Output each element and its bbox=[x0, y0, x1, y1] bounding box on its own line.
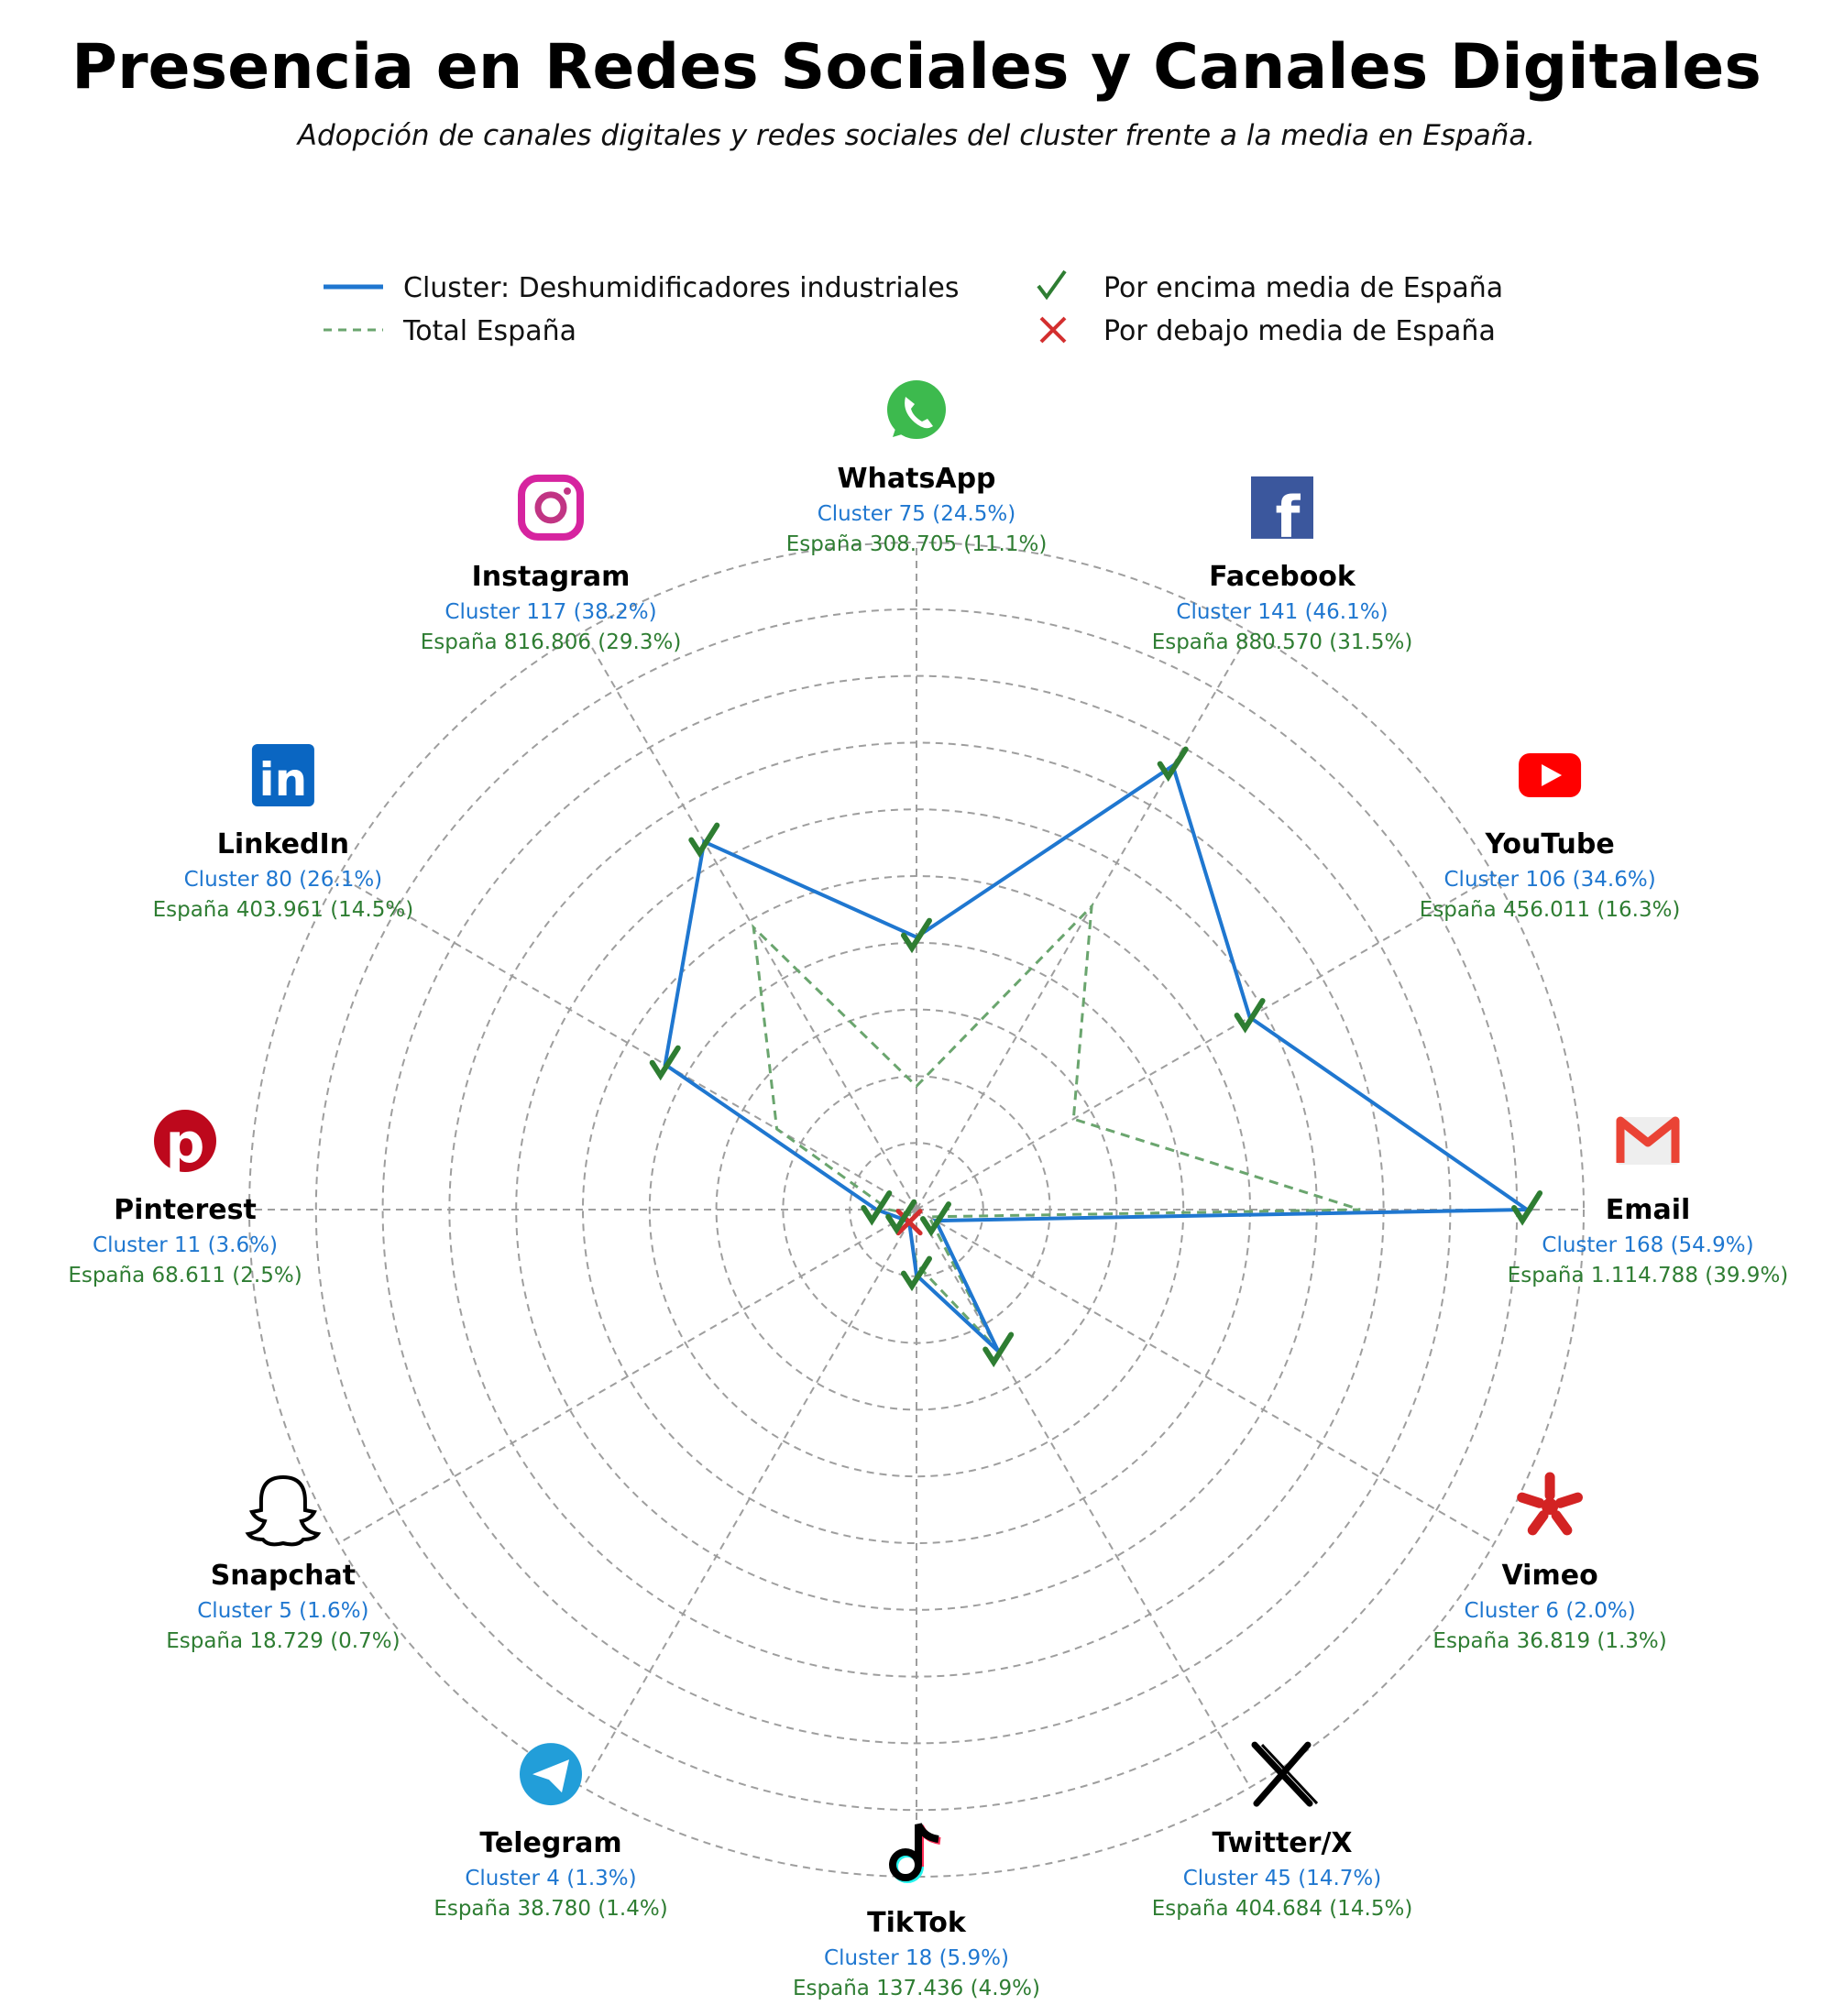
category-name: Snapchat bbox=[210, 1560, 357, 1592]
tiktok-icon-stem bbox=[918, 1824, 938, 1865]
snapchat-icon bbox=[248, 1477, 318, 1544]
vimeo-icon bbox=[1522, 1477, 1578, 1530]
legend bbox=[324, 271, 1503, 347]
category-spain-value: España 816.806 (29.3%) bbox=[420, 630, 682, 654]
pinterest-icon-glyph: p bbox=[165, 1112, 205, 1176]
category-cluster-value: Cluster 18 (5.9%) bbox=[824, 1946, 1009, 1970]
instagram-icon-lens bbox=[538, 495, 564, 520]
legend-above-label: Por encima media de España bbox=[1103, 272, 1504, 304]
legend-spain-label: Total España bbox=[403, 315, 577, 347]
category-cluster-value: Cluster 80 (26.1%) bbox=[183, 868, 383, 892]
category-spain-value: España 456.011 (16.3%) bbox=[1419, 898, 1681, 922]
category-label-group bbox=[1152, 1745, 1413, 1921]
facebook-icon-glyph: f bbox=[1275, 483, 1301, 551]
vimeo-icon-petal bbox=[1561, 1497, 1578, 1503]
chart-title: Presencia en Redes Sociales y Canales Digitales bbox=[71, 31, 1762, 104]
grid-spoke bbox=[339, 1210, 917, 1543]
category-label-group bbox=[1420, 753, 1681, 922]
grid-spoke bbox=[583, 1210, 916, 1788]
tiktok-icon bbox=[893, 1824, 940, 1879]
category-name: Facebook bbox=[1209, 560, 1356, 593]
category-spain-value: España 880.570 (31.5%) bbox=[1151, 630, 1413, 654]
legend-cross-icon bbox=[1041, 318, 1065, 342]
category-cluster-value: Cluster 75 (24.5%) bbox=[817, 502, 1016, 526]
instagram-icon-frame bbox=[521, 478, 580, 537]
category-label-group bbox=[793, 1824, 1040, 2000]
category-spain-value: España 1.114.788 (39.9%) bbox=[1507, 1264, 1789, 1287]
legend-cluster-label: Cluster: Deshumidificadores industriales bbox=[403, 272, 960, 304]
chart-subtitle: Adopción de canales digitales y redes sociales del cluster frente a la media en España. bbox=[297, 119, 1536, 152]
series-line-espana bbox=[753, 906, 1360, 1349]
email-icon bbox=[1617, 1117, 1679, 1165]
category-cluster-value: Cluster 6 (2.0%) bbox=[1464, 1599, 1636, 1623]
category-name: WhatsApp bbox=[837, 463, 996, 495]
category-label-group bbox=[421, 478, 682, 654]
vimeo-icon-petal bbox=[1522, 1497, 1540, 1503]
grid-spoke bbox=[916, 1210, 1250, 1788]
category-cluster-value: Cluster 141 (46.1%) bbox=[1176, 599, 1388, 624]
category-name: LinkedIn bbox=[216, 828, 350, 860]
instagram-icon-dot bbox=[564, 488, 571, 495]
youtube-icon bbox=[1519, 753, 1581, 797]
radar-grid bbox=[249, 542, 1584, 1877]
category-name: YouTube bbox=[1485, 828, 1615, 860]
category-spain-value: España 403.961 (14.5%) bbox=[152, 898, 414, 922]
radar-markers bbox=[653, 750, 1540, 1363]
category-label-group bbox=[1508, 1117, 1789, 1287]
vimeo-icon-petal bbox=[1532, 1516, 1543, 1530]
category-spain-value: España 308.705 (11.1%) bbox=[785, 532, 1048, 556]
twitter-x-icon-glyph bbox=[1255, 1745, 1310, 1803]
check-marker-icon bbox=[691, 826, 717, 853]
category-spain-value: España 68.611 (2.5%) bbox=[68, 1264, 302, 1287]
category-name: Telegram bbox=[479, 1827, 622, 1860]
category-name: Instagram bbox=[471, 560, 631, 593]
category-name: Vimeo bbox=[1501, 1560, 1598, 1592]
category-labels bbox=[68, 380, 1788, 2000]
category-cluster-value: Cluster 117 (38.2%) bbox=[445, 599, 657, 624]
category-spain-value: España 18.729 (0.7%) bbox=[166, 1629, 401, 1653]
linkedin-icon bbox=[252, 744, 314, 806]
legend-below-label: Por debajo media de España bbox=[1103, 315, 1496, 347]
category-label-group bbox=[786, 380, 1048, 556]
category-spain-value: España 36.819 (1.3%) bbox=[1432, 1629, 1667, 1653]
category-spain-value: España 137.436 (4.9%) bbox=[793, 1977, 1040, 2000]
linkedin-icon-glyph: in bbox=[258, 753, 308, 806]
category-label-group bbox=[1152, 477, 1413, 654]
category-name: Twitter/X bbox=[1212, 1827, 1353, 1860]
category-name: Email bbox=[1605, 1194, 1691, 1226]
category-label-group bbox=[434, 1743, 667, 1921]
whatsapp-icon bbox=[887, 380, 946, 439]
category-label-group bbox=[153, 744, 414, 922]
grid-spoke bbox=[339, 876, 917, 1210]
grid-spoke bbox=[916, 876, 1495, 1210]
category-cluster-value: Cluster 45 (14.7%) bbox=[1182, 1867, 1382, 1891]
category-spain-value: España 404.684 (14.5%) bbox=[1151, 1897, 1413, 1922]
vimeo-icon-petal bbox=[1556, 1516, 1567, 1530]
snapchat-icon-ghost bbox=[248, 1477, 318, 1544]
category-name: TikTok bbox=[867, 1907, 966, 1939]
twitter-x-icon bbox=[1255, 1745, 1317, 1803]
pinterest-icon bbox=[154, 1110, 216, 1176]
category-cluster-value: Cluster 5 (1.6%) bbox=[197, 1599, 369, 1623]
check-marker-icon bbox=[863, 1193, 889, 1221]
instagram-icon bbox=[521, 478, 580, 537]
telegram-icon bbox=[520, 1743, 582, 1805]
category-cluster-value: Cluster 106 (34.6%) bbox=[1443, 868, 1656, 892]
check-marker-icon bbox=[1160, 750, 1186, 777]
category-name: Pinterest bbox=[114, 1194, 257, 1226]
category-cluster-value: Cluster 168 (54.9%) bbox=[1542, 1233, 1754, 1257]
category-label-group bbox=[166, 1477, 400, 1653]
category-spain-value: España 38.780 (1.4%) bbox=[434, 1897, 668, 1922]
category-cluster-value: Cluster 11 (3.6%) bbox=[93, 1233, 278, 1257]
category-label-group bbox=[68, 1110, 302, 1287]
grid-spoke bbox=[916, 1210, 1495, 1543]
facebook-icon bbox=[1251, 477, 1313, 551]
legend-check-icon bbox=[1038, 271, 1065, 297]
check-marker-icon bbox=[1514, 1193, 1540, 1221]
category-cluster-value: Cluster 4 (1.3%) bbox=[465, 1867, 637, 1891]
category-label-group bbox=[1432, 1477, 1666, 1653]
